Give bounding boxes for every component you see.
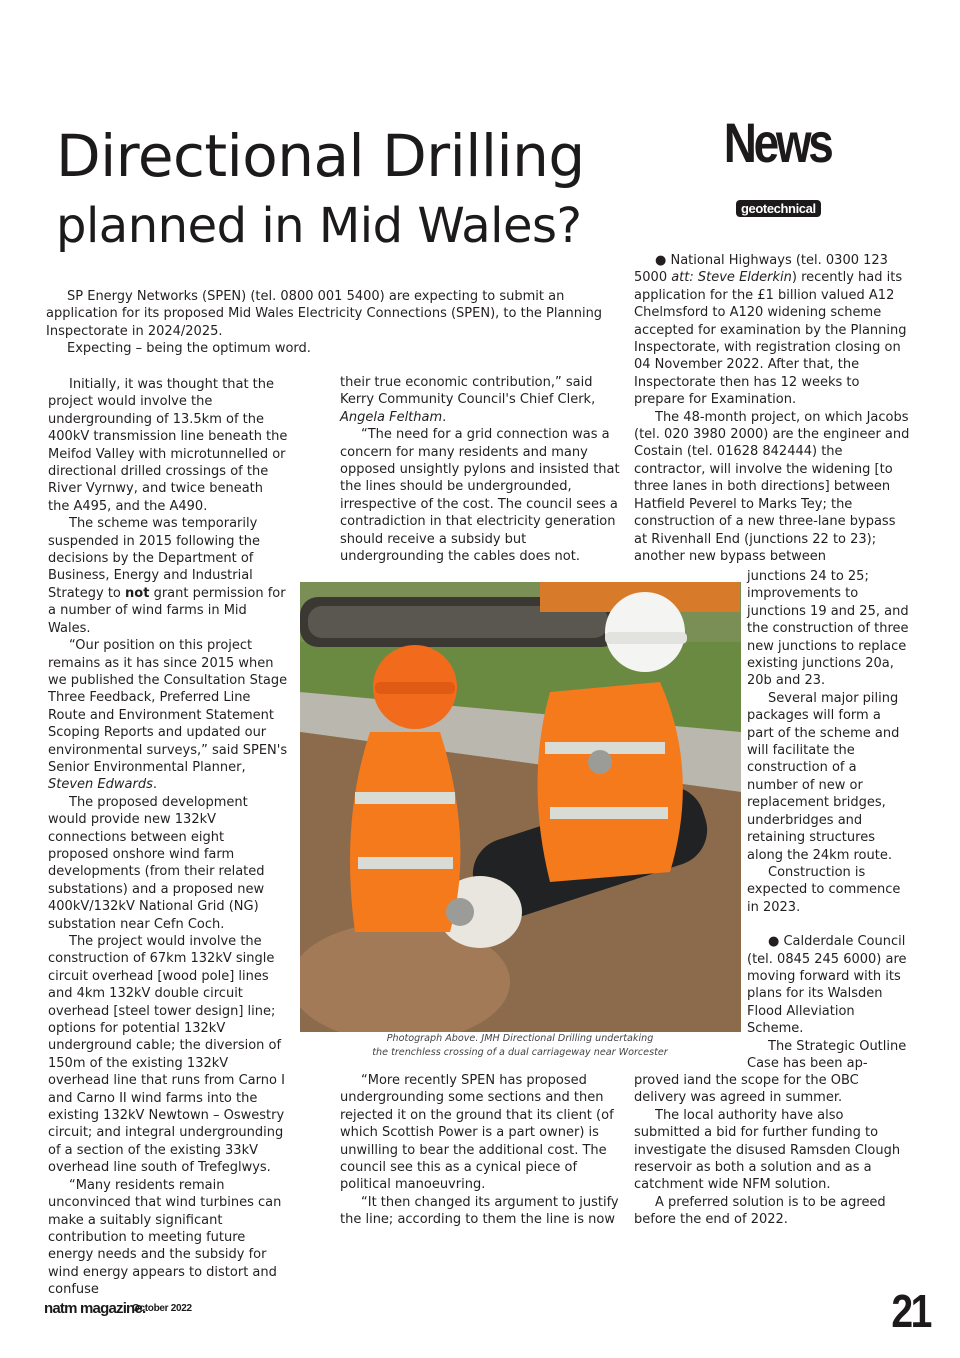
intro-paragraph: SP Energy Networks (SPEN) (tel. 0800 001 5400) are expecting to submit an application for its proposed Mid Wales Electricity Connections (SPEN), to the Planning Inspectorate in 2024/2025. <box>46 289 603 339</box>
person-name: Steven Edwards <box>48 777 153 793</box>
paragraph: The scheme was temporarily suspended in 2015 following the decisions by the Department of Business, Energy and Industrial Strategy to not grant permission for a number of wind farms in Mid Wales. <box>48 516 286 636</box>
column-left <box>48 376 288 1299</box>
paragraph: “More recently SPEN has proposed undergrounding some sections and then rejected it on the ground that its client (of which Scottish Power is a part owner) is unwilling to bear the additional cost. The council see this as a cynical piece of political manoeuvring. <box>340 1073 614 1193</box>
bullet-item: ● Calderdale Council (tel. 0845 245 6000) are moving forward with its plans for its Walsden Flood Alleviation Scheme. <box>747 934 907 1037</box>
photo-caption <box>340 1032 700 1060</box>
paragraph: The proposed development would provide new 132kV connections between eight proposed onshore wind farm developments (from their related substations) and a proposed new 400kV/132kV National Grid (NG) substation near Cefn Coch. <box>48 794 265 932</box>
caption-line: the trenchless crossing of a dual carriageway near Worcester <box>372 1047 668 1058</box>
paragraph: “It then changed its argument to justify the line; according to them the line is now <box>340 1194 619 1228</box>
paragraph: The 48-month project, on which Jacobs (tel. 020 3980 2000) are the engineer and Costain (tel. 01628 842444) the contractor, will involve the widening [to three lanes in both directions] between Hatfield Peverel to Marks Tey; the construction of a new three-lane bypass at Rivenhall End (junctions 22 to 23); another new bypass between <box>634 409 910 564</box>
footer-issue-date: October 2022 <box>132 1303 192 1314</box>
bullet-item: ● National Highways (tel. 0300 123 5000 att: Steve Elderkin) recently had its application for the £1 billion valued A12 Chelmsford to A120 widening scheme accepted for examination by the Planning Inspectorate, with registration closing on 04 November 2022. After that, the Inspectorate then has 12 weeks to prepare for Examination. <box>634 253 907 408</box>
intro-text <box>46 288 632 358</box>
caption-line: Photograph Above. JMH Directional Drilling undertaking <box>386 1033 654 1044</box>
paragraph: “Many residents remain unconvinced that wind turbines can make a suitably significant contribution to meeting future energy needs and the subsidy for wind energy appears to distort and confuse <box>48 1177 282 1298</box>
drilling-crew-illustration <box>300 582 741 1032</box>
paragraph: The Strategic Outline Case has been ap- <box>747 1038 907 1071</box>
paragraph: Initially, it was thought that the project would involve the undergrounding of 13.5km of the 400kV transmission line beneath the Meifod Valley with microtunnelled or directional drilled crossings of the River Vyrnwy, and twice beneath the A495, and the A490. <box>48 377 288 514</box>
headline-line-1: Directional Drilling <box>56 122 585 190</box>
attention-name: att: Steve Elderkin <box>671 270 792 286</box>
paragraph: A preferred solution is to be agreed before the end of 2022. <box>634 1194 886 1228</box>
section-label: News <box>723 111 831 174</box>
column-right-top <box>634 252 912 565</box>
paragraph: junctions 24 to 25; improvements to junctions 19 and 25, and the construction of three new junctions to replace existing junctions 20a, 20b and 23. <box>747 569 909 689</box>
column-right-bottom <box>634 1072 912 1229</box>
paragraph: Construction is expected to commence in 2023. <box>747 864 901 915</box>
paragraph: “The need for a grid connection was a concern for many residents and many opposed unsightly pylons and insisted that the lines should be undergrounded, irrespective of the cost. The council sees a contradiction in that electricity generation should receive a subsidy but undergrounding the cables does not. <box>340 427 620 565</box>
column-middle-top <box>340 374 625 565</box>
paragraph: The project would involve the construction of 67km 132kV single circuit overhead [wood pole] lines and 4km 132kV double circuit overhead [steel tower design] line; options for potential 132kV underground cable; the diversion of 150m of the existing 132kV overhead line that runs from Carno I and Carno II wind farms into the existing 132kV Newtown – Oswestry circuit; and integral undergrounding of a section of the existing 33kV overhead line south of Trefeglwys. <box>48 934 285 1176</box>
page-number: 21 <box>891 1285 930 1337</box>
paragraph: proved iand the scope for the OBC delivery was agreed in summer. <box>634 1073 859 1106</box>
intro-paragraph: Expecting – being the optimum word. <box>67 341 311 357</box>
paragraph: Several major piling packages will form a part of the scheme and will facilitate the construction of a number of new or replacement bridges, underbridges and retaining structures along the 24km route. <box>747 690 900 863</box>
person-name: Angela Feltham <box>340 409 443 425</box>
section-tag: geotechnical <box>736 200 821 217</box>
headline-line-2: planned in Mid Wales? <box>56 198 582 254</box>
footer-magazine-name: natm magazine. <box>44 1300 146 1317</box>
article-photo <box>300 582 741 1032</box>
column-middle-bottom <box>340 1072 625 1229</box>
paragraph: “Our position on this project remains as it has since 2015 when we published the Consultation Stage Three Feedback, Preferred Line Route and Environment Statement Scoping Reports and updated our environmental surveys,” said SPEN's Senior Environmental Planner, Steven Edwards. <box>48 638 288 793</box>
paragraph: their true economic contribution,” said Kerry Community Council's Chief Clerk, Angela Feltham. <box>340 375 596 425</box>
column-right-narrow <box>747 568 911 1072</box>
paragraph: The local authority have also submitted a bid for further funding to investigate the disused Ramsden Clough reservoir as both a solution and as a catchment wide NFM solution. <box>634 1107 901 1193</box>
